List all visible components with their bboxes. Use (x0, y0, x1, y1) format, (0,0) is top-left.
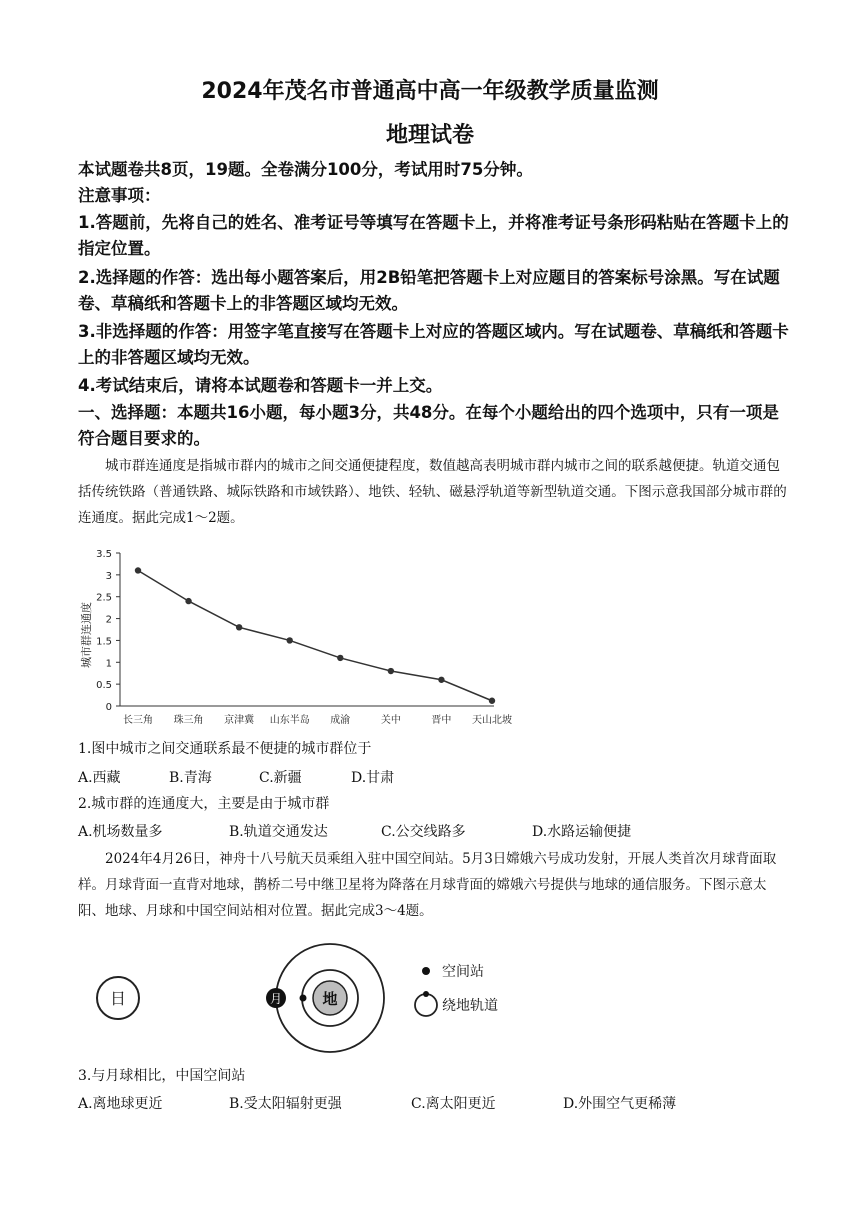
legend-station-marker (422, 967, 430, 975)
data-point (135, 567, 141, 573)
notice-title: 注意事项： (78, 186, 161, 205)
notice-2: 2.选择题的作答：选出每小题答案后，用2B铅笔把答题卡上对应题目的答案标号涂黑。写在试题卷、草稿纸和答题卡上的非答题区域均无效。 (78, 268, 780, 313)
x-tick-label: 珠三角 (173, 715, 204, 726)
legend-station-label: 空间站 (442, 964, 484, 980)
data-point (489, 698, 495, 704)
q1-option-a[interactable]: A.西藏 (78, 770, 121, 786)
y-tick-label: 3 (105, 570, 112, 582)
legend-orbit-marker (415, 994, 437, 1016)
x-tick-label: 天山北坡 (472, 715, 512, 726)
q1-option-d[interactable]: D.甘肃 (351, 770, 395, 786)
q3-option-b[interactable]: B.受太阳辐射更强 (229, 1096, 342, 1112)
x-tick-label: 晋中 (431, 715, 452, 726)
q1-option-c[interactable]: C.新疆 (259, 770, 302, 786)
q1-stem: 1.图中城市之间交通联系最不便捷的城市群位于 (78, 741, 372, 757)
earth-label: 地 (322, 990, 338, 1008)
q3-option-a[interactable]: A.离地球更近 (78, 1096, 163, 1112)
legend-orbit-label: 绕地轨道 (442, 998, 498, 1014)
q2-stem: 2.城市群的连通度大，主要是由于城市群 (78, 796, 330, 812)
x-tick-label: 长三角 (123, 715, 153, 726)
q3-option-c[interactable]: C.离太阳更近 (411, 1096, 496, 1112)
notice-3: 3.非选择题的作答：用签字笔直接写在答题卡上对应的答题区域内。写在试题卷、草稿纸和答题卡上的非答题区域均无效。 (78, 322, 789, 367)
q1-option-b[interactable]: B.青海 (169, 770, 212, 786)
q2-option-b[interactable]: B.轨道交通发达 (229, 824, 328, 840)
exam-title: 2024年茂名市普通高中高一年级教学质量监测 (201, 79, 659, 104)
exam-subtitle: 地理试卷 (385, 123, 474, 148)
q2-option-a[interactable]: A.机场数量多 (78, 824, 163, 840)
connectivity-chart (74, 540, 512, 740)
data-point (438, 677, 444, 683)
y-tick-label: 2 (105, 614, 112, 626)
data-point (337, 655, 343, 661)
x-tick-label: 山东半岛 (269, 715, 310, 726)
y-tick-label: 1.5 (96, 636, 112, 648)
sun-label: 日 (109, 989, 127, 1008)
q2-option-c[interactable]: C.公交线路多 (381, 824, 466, 840)
notice-4: 4.考试结束后，请将本试题卷和答题卡一并上交。 (78, 376, 443, 395)
x-tick-label: 京津冀 (224, 715, 255, 726)
q3-stem: 3.与月球相比，中国空间站 (78, 1068, 246, 1084)
sun-earth-moon-diagram (80, 938, 540, 1058)
y-tick-label: 3.5 (96, 549, 112, 560)
data-point (185, 598, 191, 604)
passage-1: 城市群连通度是指城市群内的城市之间交通便捷程度，数值越高表明城市群内城市之间的联系越便捷。轨道交通包括传统铁路（普通铁路、城际铁路和市域铁路）、地铁、轻轨、磁悬浮轨道等新型轨道交通。下图示意我国部分城市群的连通度。据此完成1～2题。 (78, 458, 787, 526)
y-tick-label: 2.5 (96, 592, 112, 604)
y-tick-label: 0.5 (96, 680, 112, 692)
data-point (388, 668, 394, 674)
space-station-dot (300, 995, 307, 1002)
moon-label: 月 (269, 992, 283, 1006)
x-tick-label: 关中 (380, 715, 401, 726)
y-tick-label: 1 (105, 658, 112, 670)
notice-1: 1.答题前，先将自己的姓名、准考证号等填写在答题卡上，并将准考证号条形码粘贴在答题卡上的指定位置。 (78, 213, 789, 258)
x-tick-label: 成渝 (330, 715, 351, 726)
passage-2: 2024年4月26日，神舟十八号航天员乘组入驻中国空间站。5月3日嫦娥六号成功发射，开展人类首次月球背面取样。月球背面一直背对地球，鹊桥二号中继卫星将为降落在月球背面的嫦娥六号提供与地球的通信服务。下图示意太阳、地球、月球和中国空间站相对位置。据此完成3～4题。 (78, 851, 777, 919)
section-heading: 一、选择题：本题共16小题，每小题3分，共48分。在每个小题给出的四个选项中，只有一项是符合题目要求的。 (78, 403, 779, 448)
chart-ylabel: 城市群连通度 (80, 602, 93, 668)
y-tick-label: 0 (105, 702, 112, 713)
data-point (236, 624, 242, 630)
q2-option-d[interactable]: D.水路运输便捷 (532, 824, 632, 840)
exam-info: 本试题卷共8页，19题。全卷满分100分，考试用时75分钟。 (78, 160, 533, 179)
legend-orbit-arrow (423, 991, 429, 997)
q3-option-d[interactable]: D.外围空气更稀薄 (563, 1096, 677, 1112)
data-point (287, 637, 293, 643)
